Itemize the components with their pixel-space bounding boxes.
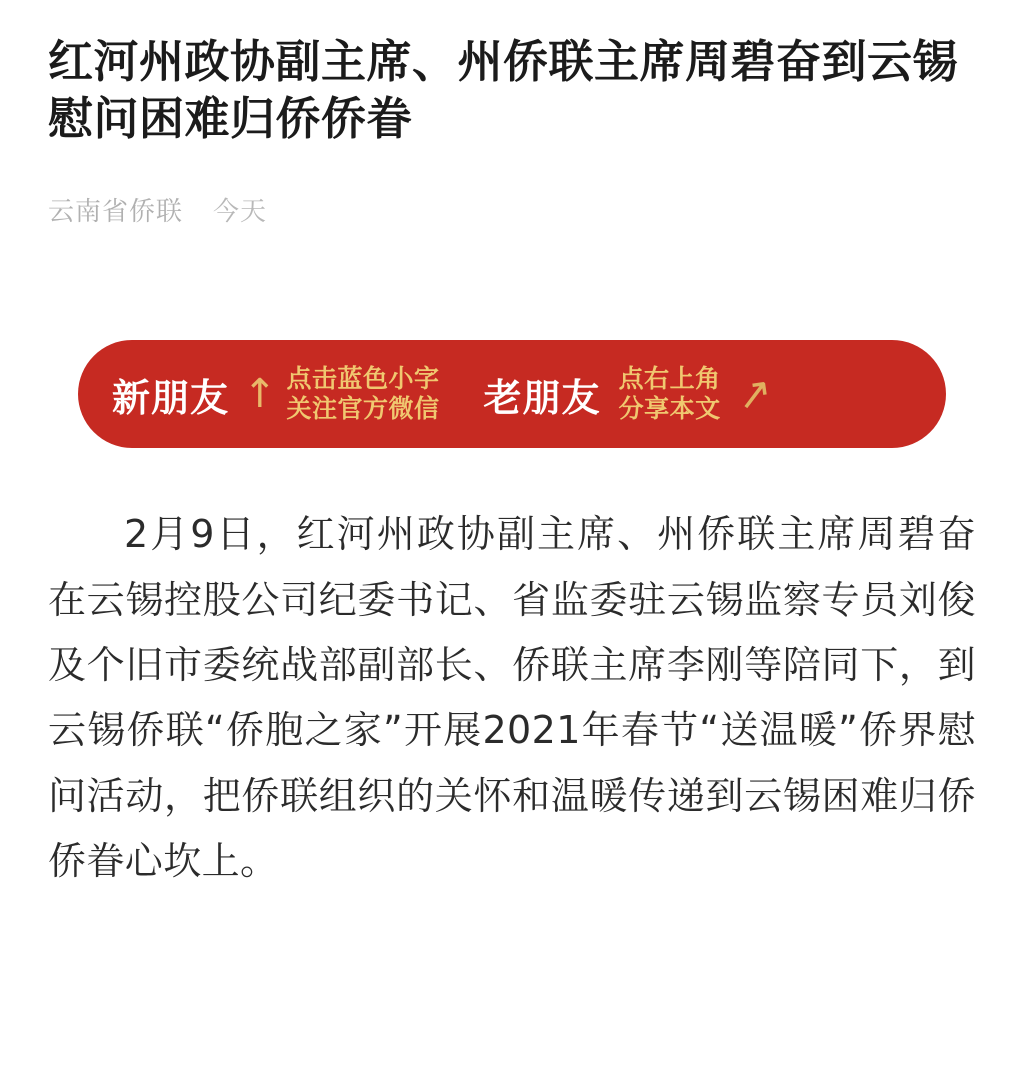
new-friend-text-lines <box>287 364 440 425</box>
article-body <box>48 502 976 894</box>
new-friend-line-2: 关注官方微信 <box>286 394 440 424</box>
old-friend-line-2: 分享本文 <box>618 394 721 424</box>
swirl-arrow-icon: ↗ <box>733 367 775 421</box>
new-friend-label: 新朋友 <box>112 375 230 420</box>
article-meta <box>48 191 976 228</box>
old-friend-label: 老朋友 <box>483 375 601 420</box>
old-friend-text-lines <box>619 364 721 425</box>
up-arrow-icon: ↑ <box>243 371 277 418</box>
old-friend-group <box>483 363 775 425</box>
new-friend-group <box>112 364 440 425</box>
follow-promo-banner[interactable] <box>78 340 946 448</box>
article-author[interactable]: 云南省侨联 <box>48 197 184 228</box>
page-title: 红河州政协副主席、州侨联主席周碧奋到云锡慰问困难归侨侨眷 <box>48 35 959 145</box>
promo-banner-wrapper <box>48 340 976 448</box>
old-friend-line-1: 点右上角 <box>618 363 721 393</box>
article-timestamp: 今天 <box>213 197 268 228</box>
new-friend-line-1: 点击蓝色小字 <box>286 363 440 393</box>
article-paragraph: 2月9日，红河州政协副主席、州侨联主席周碧奋在云锡控股公司纪委书记、省监委驻云锡监察专员刘俊及个旧市委统战部副部长、侨联主席李刚等陪同下，到云锡侨联“侨胞之家”开展2021年春节“送温暖”侨界慰问活动，把侨联组织的关怀和温暖传递到云锡困难归侨侨眷心坎上。 <box>48 512 976 884</box>
